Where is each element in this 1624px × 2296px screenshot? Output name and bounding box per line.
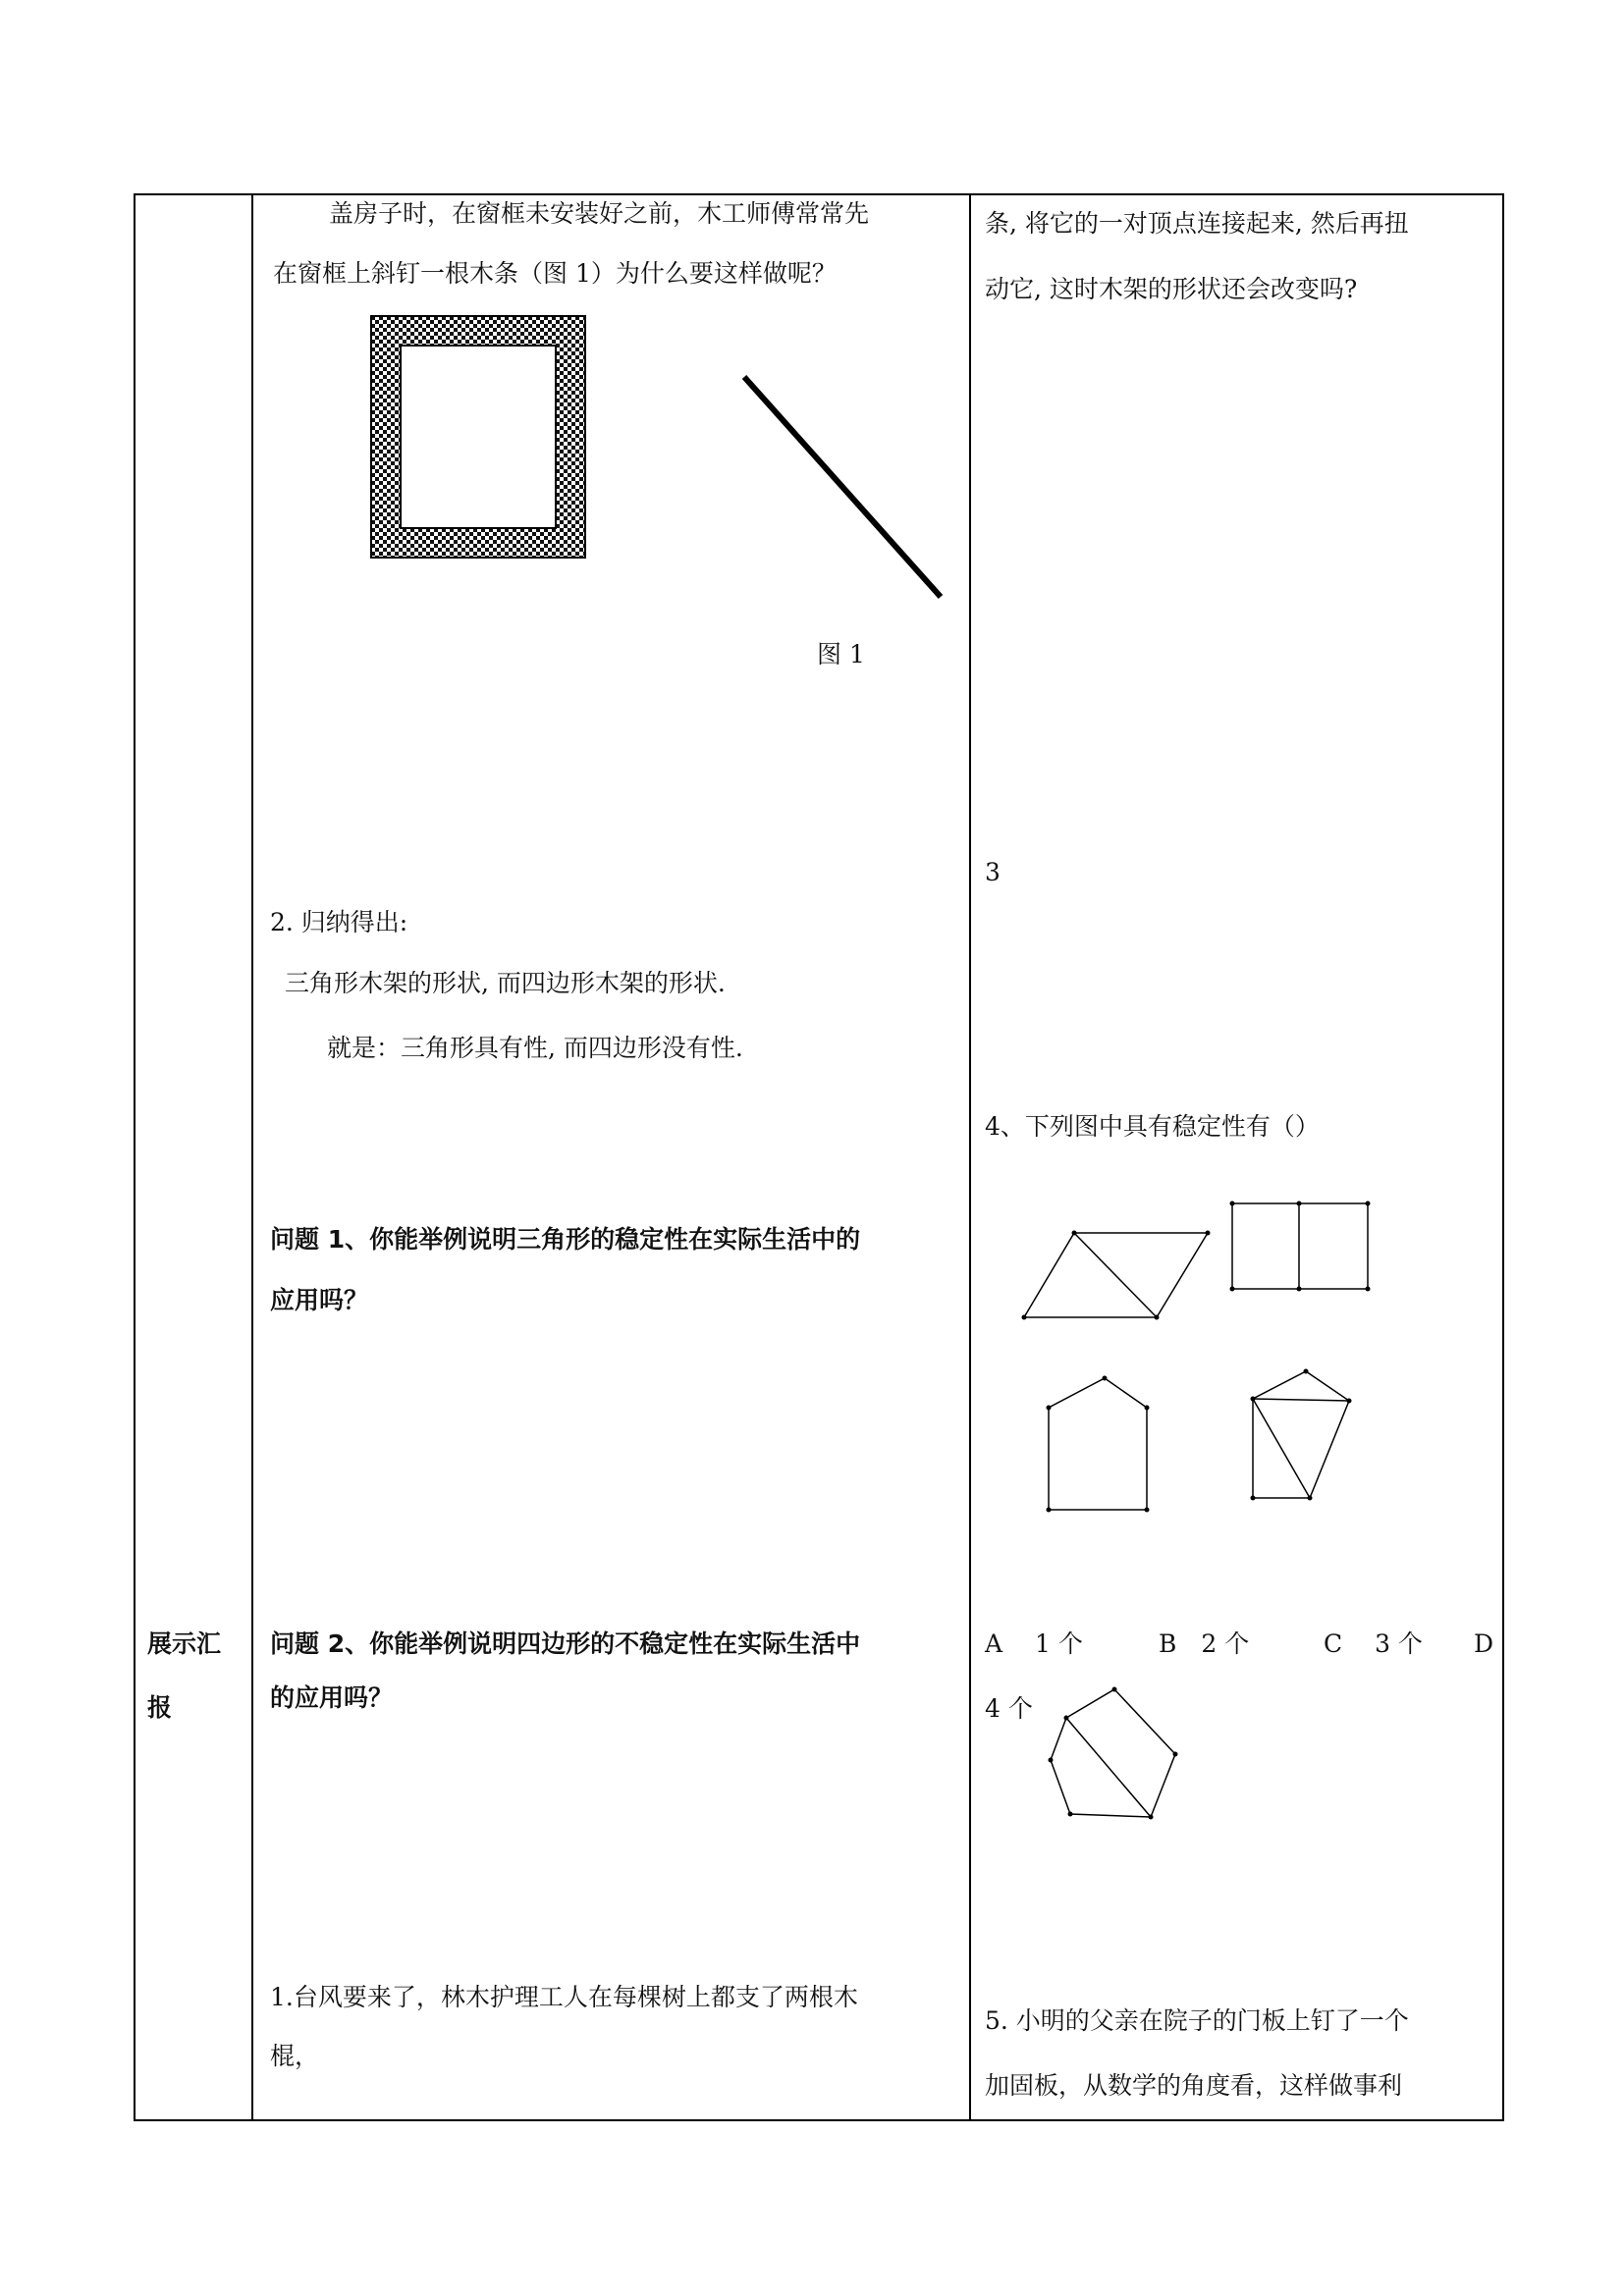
question1-line2: 应用吗？ (270, 1286, 369, 1314)
intro-line1: 盖房子时，在窗框未安装好之前，木工师傅常常先 (329, 199, 870, 228)
option-d-continuation: 4 个 (985, 1694, 1033, 1723)
question2-line1: 问题 2、你能举例说明四边形的不稳定性在实际生活中 (270, 1629, 861, 1658)
column-divider-1 (251, 193, 253, 2121)
window-frame-figure (371, 316, 587, 561)
option-a: A 1 个 (985, 1629, 1083, 1658)
kite-with-diagonals-icon (1247, 1367, 1355, 1505)
intro-line2: 在窗框上斜钉一根木条（图 1）为什么要这样做呢？ (273, 259, 837, 288)
wooden-stick-figure (736, 373, 952, 609)
question1-line1: 问题 1、你能举例说明三角形的稳定性在实际生活中的 (270, 1225, 861, 1254)
row-label-line2: 报 (147, 1693, 173, 1722)
hexagon-with-diagonal-icon (1041, 1683, 1188, 1826)
item-3-number: 3 (985, 858, 1001, 886)
table-right-border (1502, 193, 1504, 2121)
house-pentagon-icon (1041, 1374, 1159, 1517)
question4-text: 4、下列图中具有稳定性有（） (985, 1112, 1320, 1141)
table-left-border (134, 193, 135, 2121)
table-top-border (134, 193, 1504, 195)
question5-line2: 加固板，从数学的角度看，这样做事利 (985, 2071, 1403, 2100)
parallelogram-with-diagonal-icon (1021, 1227, 1218, 1325)
row-label-line1: 展示汇 (147, 1629, 222, 1658)
summary-heading: 2. 归纳得出: (270, 908, 408, 936)
continuation-line2: 动它, 这时木架的形状还会改变吗? (985, 275, 1358, 303)
continuation-line1: 条, 将它的一对顶点连接起来, 然后再扭 (985, 209, 1409, 238)
summary-line2: 就是：三角形具有性, 而四边形没有性. (327, 1034, 743, 1062)
table-bottom-border (134, 2119, 1504, 2121)
double-rectangle-icon (1227, 1200, 1375, 1298)
question2-line2: 的应用吗？ (270, 1683, 394, 1712)
option-c: C 3 个 (1324, 1629, 1423, 1658)
option-b: B 2 个 (1159, 1629, 1250, 1658)
option-d: D (1474, 1629, 1494, 1658)
exercise1-line1: 1.台风要来了，林木护理工人在每棵树上都支了两根木 (270, 1983, 858, 2011)
column-divider-2 (969, 193, 971, 2121)
exercise1-line2: 棍， (270, 2042, 320, 2070)
summary-line1: 三角形木架的形状, 而四边形木架的形状. (285, 969, 726, 997)
figure1-caption: 图 1 (817, 640, 865, 668)
question5-line1: 5. 小明的父亲在院子的门板上钉了一个 (985, 2006, 1409, 2035)
